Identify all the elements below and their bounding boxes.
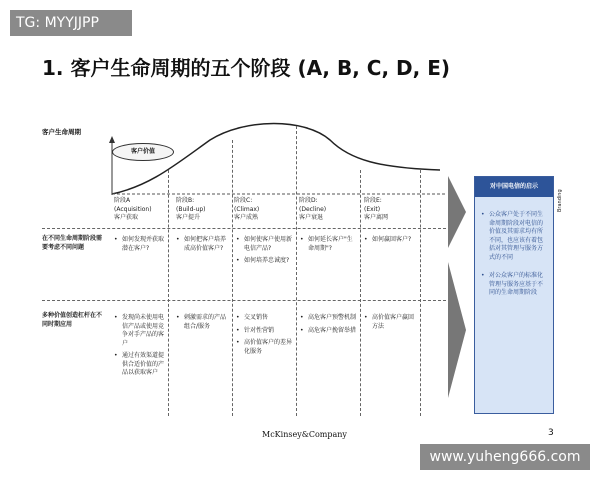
list-item: • 高价值客户的差异化服务: [236, 339, 294, 356]
implications-panel: [474, 176, 554, 414]
levers-stage-a: [114, 314, 166, 382]
questions-stage-c: [236, 236, 294, 270]
list-item: • 高价值客户赢回方法: [364, 314, 418, 331]
arrow-bottom: [448, 262, 466, 398]
lifecycle-label: 客户生命周期: [42, 128, 81, 136]
row-label-questions: 在不同生命周期阶段需要考虑不同问题: [42, 235, 103, 251]
stage-e-header: 阶段E: (Exit) 客户离网: [364, 197, 389, 221]
stage-divider: [420, 170, 421, 416]
row-divider: [42, 300, 446, 301]
list-item: • 如何赢回客户?: [364, 236, 418, 245]
questions-stage-b: [176, 236, 230, 257]
questions-stage-d: [300, 236, 356, 257]
list-item: • 交叉销售: [236, 314, 294, 323]
list-item: • 如何把客户培养成高价值客户?: [176, 236, 230, 253]
page-number: 3: [548, 428, 554, 438]
stage-divider: [168, 170, 169, 416]
arrow-top: [448, 176, 466, 248]
levers-stage-e: [364, 314, 418, 335]
list-item: • 对公众客户的标准化管理与服务应基于不同的生命周期阶段: [481, 272, 547, 298]
list-item: • 高危客户预警机制: [300, 314, 356, 323]
tag-label: TG: MYYJJPP: [10, 10, 132, 36]
watermark: www.yuheng666.com: [420, 444, 590, 470]
list-item: • 如何发现并获取潜在客户?: [114, 236, 164, 253]
list-item: • 高危客户挽留举措: [300, 327, 356, 336]
questions-stage-a: [114, 236, 164, 257]
levers-stage-d: [300, 314, 356, 339]
row-divider: [42, 228, 446, 229]
stage-divider: [232, 140, 233, 416]
page-title: 1. 客户生命周期的五个阶段 (A, B, C, D, E): [42, 56, 450, 80]
panel-title: 对中国电信的启示: [475, 177, 553, 197]
customer-value-oval: 客户价值: [112, 143, 174, 161]
list-item: • 如何使客户使用新电信产品?: [236, 236, 294, 253]
stage-c-header: 阶段C: (Climax) 客户成熟: [234, 197, 260, 221]
list-item: • 如何延长客户"生命周期"?: [300, 236, 356, 253]
panel-list: [481, 211, 547, 302]
footer-logo: McKinsey&Company: [262, 430, 347, 439]
levers-stage-b: [176, 314, 230, 335]
value-axis-arrow: [109, 136, 115, 143]
row-label-levers: 多种价值创造杠杆在不同时期应用: [42, 312, 103, 328]
stage-a-header: 阶段A (Acquisition) 客户获取: [114, 197, 152, 221]
stage-divider: [296, 126, 297, 416]
list-item: • 公众客户处于不同生命周期阶段对电信的价值及其需求均有所不同，也应该有着包括对其管理与服务方式的不同: [481, 211, 547, 262]
stage-divider: [360, 170, 361, 416]
list-item: • 刺激需求的产品组合/服务: [176, 314, 230, 331]
list-item: • 针对性营销: [236, 327, 294, 336]
list-item: • 发现尚未使用电信产品或使用竞争对手产品的客户: [114, 314, 166, 348]
list-item: • 通过有效渠道提供合适价值的产品以获取客户: [114, 352, 166, 378]
list-item: • 如何培养忠诚度?: [236, 257, 294, 266]
stage-d-header: 阶段D: (Decline) 客户衰退: [299, 197, 327, 221]
levers-stage-c: [236, 314, 294, 360]
questions-stage-e: [364, 236, 418, 249]
stage-b-header: 阶段B: (Build-up) 客户提升: [176, 197, 206, 221]
side-note: Branding: [557, 189, 563, 212]
